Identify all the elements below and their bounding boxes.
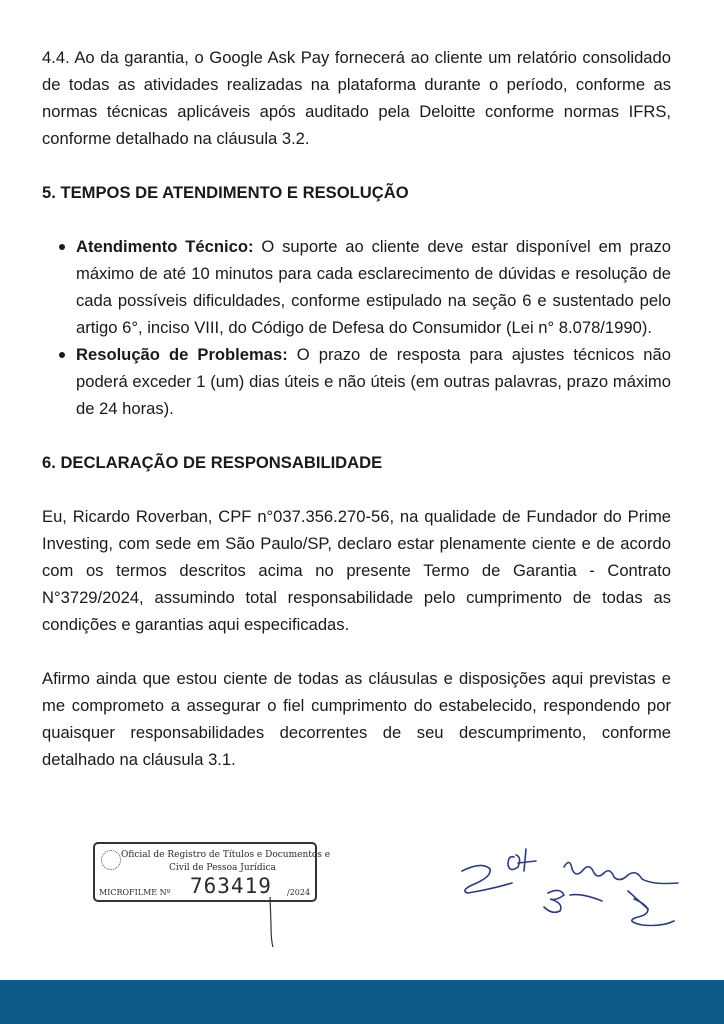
stamp-suffix: /2024: [287, 888, 311, 897]
stamp-office-line: Oficial de Registro de Títulos e Documentos e: [121, 850, 331, 860]
clause-4-4: 4.4. Ao da garantia, o Google Ask Pay fornecerá ao cliente um relatório consolidado de todas as atividades realizadas na plataforma durante o período, conforme as normas técnicas aplicáveis após auditado pela Deloitte conforme normas IFRS, conforme detalhado na cláusula 3.2.: [42, 48, 671, 148]
list-item-text: O prazo de resposta para ajustes técnicos não poderá exceder 1 (um) dias úteis e não úteis (em outras palavras, prazo máximo de 24 horas).: [76, 345, 671, 418]
handwritten-signature: [452, 843, 682, 933]
list-item: [76, 233, 671, 341]
declaration-paragraph: Eu, Ricardo Roverban, CPF n°037.356.270-56, na qualidade de Fundador do Prime Investing, com sede em São Paulo/SP, declaro estar plenamente ciente e de acordo com os termos descritos acima no presente Termo de Garantia - Contrato N°3729/2024, assumindo total responsabilidade pelo cumprimento de todas as condições e garantias aqui especificadas.: [42, 507, 671, 634]
stamp-tail-mark: [262, 895, 282, 950]
stamp-civil-line: Civil de Pessoa Jurídica: [169, 863, 276, 873]
section-5-list: [42, 233, 671, 422]
footer-bar: [0, 980, 724, 1024]
bullet-icon: [59, 352, 65, 358]
stamp-number: 763419: [190, 874, 272, 898]
list-item-label: Atendimento Técnico:: [76, 237, 254, 256]
section-6-heading: 6. DECLARAÇÃO DE RESPONSABILIDADE: [42, 453, 383, 472]
seal-emblem-icon: [101, 850, 121, 870]
section-5-heading: 5. TEMPOS DE ATENDIMENTO E RESOLUÇÃO: [42, 183, 409, 202]
bullet-icon: [59, 244, 65, 250]
stamp-microfilm-label: MICROFILME Nº: [99, 888, 171, 897]
list-item-label: Resolução de Problemas:: [76, 345, 288, 364]
affirmation-paragraph: Afirmo ainda que estou ciente de todas as cláusulas e disposições aqui previstas e me comprometo a assegurar o fiel cumprimento do estabelecido, respondendo por quaisquer responsabilidades decorrentes de seu descumprimento, conforme detalhado na cláusula 3.1.: [42, 669, 671, 769]
list-item-text: O suporte ao cliente deve estar disponível em prazo máximo de até 10 minutos para cada esclarecimento de dúvidas e resolução de cada possíveis dificuldades, conforme estipulado na seção 6 e sustentado pelo artigo 6°, inciso VIII, do Código de Defesa do Consumidor (Lei n° 8.078/1990).: [76, 237, 672, 337]
list-item: [76, 341, 671, 422]
registry-stamp: [93, 842, 331, 902]
document-body: [42, 44, 671, 773]
